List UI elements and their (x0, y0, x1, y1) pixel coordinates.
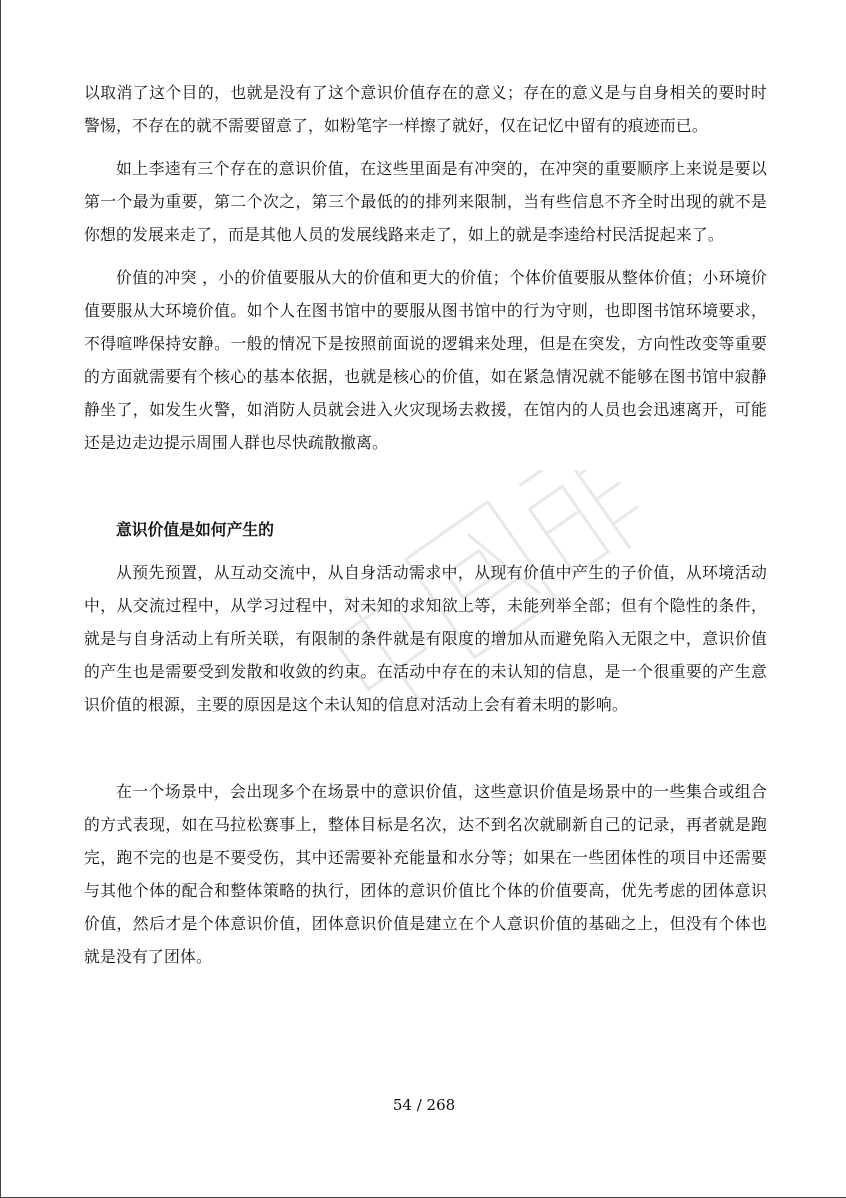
page-number: 54 / 268 (392, 1096, 456, 1114)
paragraph-scene-values: 在一个场景中，会出现多个在场景中的意识价值，这些意识价值是场景中的一些集合或组合的方式表现，如在马拉松赛事上，整体目标是名次，达不到名次就刷新自己的记录，再者就是跑完，跑不完的也是不要受伤，其中还需要补充能量和水分等；如果在一些团体性的项目中还需要与其他个体的配合和整体策略的执行，团体的意识价值比个体的价值要高，优先考虑的团体意识价值，然后才是个体意识价值，团体意识价值是建立在个人意识价值的基础之上，但没有个体也就是没有了团体。 (84, 782, 767, 966)
paragraph-likui-values: 如上李逵有三个存在的意识价值，在这些里面是有冲突的，在冲突的重要顺序上来说是要以第一个最为重要，第二个次之，第三个最低的的排列来限制，当有些信息不齐全时出现的就不是你想的发展来走了，而是其他人员的发展线路来走了，如上的就是李逵给村民活捉起来了。 (84, 159, 767, 244)
document-body (84, 76, 767, 973)
paragraph-value-origin: 从预先预置，从互动交流中，从自身活动需求中，从现有价值中产生的子价值，从环境活动中，从交流过程中，从学习过程中，对未知的求知欲上等，未能列举全部；但有个隐性的条件，就是与自身活动上有所关联，有限制的条件就是有限度的增加从而避免陷入无限之中，意识价值的产生也是需要受到发散和收敛的约束。在活动中存在的未认知的信息，是一个很重要的产生意识价值的根源，主要的原因是这个未认知的信息对活动上会有着未明的影响。 (84, 563, 767, 714)
paragraph-continued: 以取消了这个目的，也就是没有了这个意识价值存在的意义；存在的意义是与自身相关的要时时警惕，不存在的就不需要留意了，如粉笔字一样擦了就好，仅在记忆中留有的痕迹而已。 (84, 83, 767, 135)
paragraph-value-conflict: 价值的冲突 ，小的价值要服从大的价值和更大的价值；个体价值要服从整体价值；小环境价值要服从大环境价值。如个人在图书馆中的要服从图书馆中的行为守则，也即图书馆环境要求，不得喧哗保持安静。一般的情况下是按照前面说的逻辑来处理，但是在突发，方向性改变等重要的方面就需要有个核心的基本依据，也就是核心的价值，如在紧急情况就不能够在图书馆中寂静静坐了，如发生火警，如消防人员就会进入火灾现场去救援，在馆内的人员也会迅速离开，可能还是边走边提示周围人群也尽快疏散撤离。 (84, 268, 767, 452)
section-heading: 意识价值是如何产生的 (116, 520, 274, 539)
